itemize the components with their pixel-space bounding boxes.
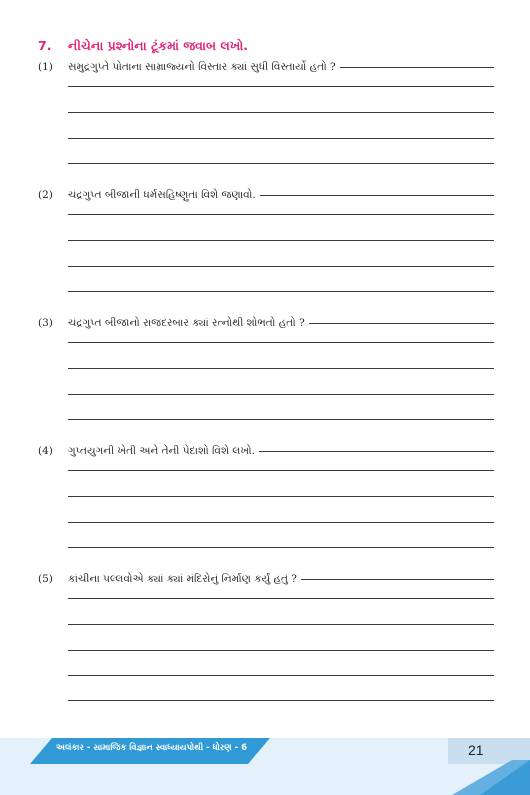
answer-line[interactable] [68,470,494,471]
answer-line[interactable] [259,451,494,452]
question-4 [38,440,494,550]
section-title: નીચેના પ્રશ્નોના ટૂંકમાં જવાબ લખો. [68,38,248,53]
answer-line[interactable] [68,138,494,139]
question-text: સમુદ્રગુપ્તે પોતાના સામ્રાજ્યનો વિસ્તાર ક્યાં સુધી વિસ્તાર્યો હતો ? [68,61,336,73]
answer-line[interactable] [68,419,494,420]
question-1 [38,56,494,166]
question-number: (2) [38,189,53,201]
answer-line[interactable] [340,67,494,68]
section-heading [38,38,248,54]
answer-line[interactable] [301,579,494,580]
answer-line[interactable] [68,368,494,369]
answer-line[interactable] [68,394,494,395]
answer-line[interactable] [68,291,494,292]
answer-line[interactable] [68,112,494,113]
question-2 [38,184,494,294]
answer-line[interactable] [68,266,494,267]
page-number: 21 [468,742,484,758]
answer-line[interactable] [68,675,494,676]
answer-line[interactable] [68,496,494,497]
answer-line[interactable] [68,598,494,599]
question-3 [38,312,494,422]
question-text: ચંદ્રગુપ્ત બીજાની ધર્મસહિષ્ણુતા વિશે જણાવો. [68,189,256,201]
answer-line[interactable] [309,323,494,324]
question-text: ગુપ્તયુગની ખેતી અને તેની પેદાશો વિશે લખો. [68,445,255,457]
answer-line[interactable] [68,547,494,548]
answer-line[interactable] [68,342,494,343]
answer-line[interactable] [68,624,494,625]
answer-line[interactable] [68,700,494,701]
question-number: (4) [38,445,53,457]
answer-line[interactable] [68,163,494,164]
question-number: (5) [38,573,53,585]
question-number: (3) [38,317,53,329]
question-number: (1) [38,61,53,73]
question-text: ચંદ્રગુપ્ત બીજાનો રાજદરબાર ક્યાં રત્નોથી શોભતો હતો ? [68,317,305,329]
question-text: કાંચીના પલ્લવોએ ક્યાં ક્યાં મંદિરોનું નિર્માણ કર્યું હતું ? [68,573,297,585]
answer-line[interactable] [68,650,494,651]
answer-line[interactable] [68,240,494,241]
answer-line[interactable] [68,86,494,87]
section-number: 7. [38,38,52,53]
question-5 [38,568,494,708]
answer-line[interactable] [260,195,494,196]
footer-book-title: અલંકાર - સામાજિક વિજ્ઞાન સ્વાધ્યાયપોથી - ધોરણ - 6 [56,743,248,753]
answer-line[interactable] [68,214,494,215]
answer-line[interactable] [68,522,494,523]
